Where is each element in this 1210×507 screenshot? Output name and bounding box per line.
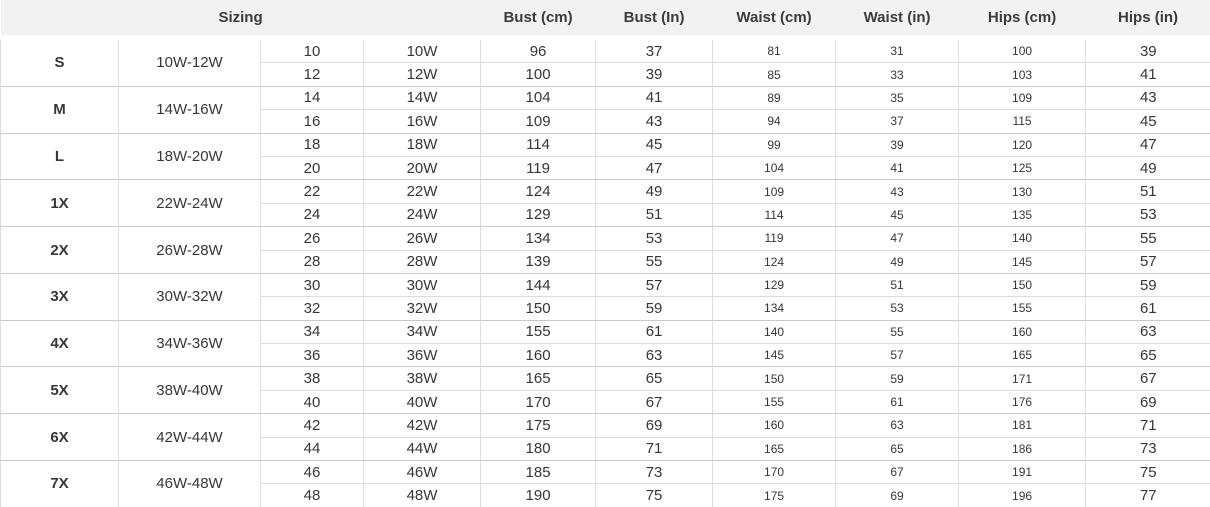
header-bust-cm: Bust (cm) — [481, 0, 596, 38]
header-waist-in: Waist (in) — [836, 0, 959, 38]
cell-hips-cm: 150 — [959, 273, 1086, 296]
table-row — [1, 414, 1210, 437]
cell-waist-cm: 104 — [713, 156, 836, 179]
cell-hips-cm: 109 — [959, 86, 1086, 109]
cell-size-w: 10W — [364, 38, 481, 63]
cell-waist-cm: 165 — [713, 437, 836, 460]
cell-waist-in: 45 — [836, 203, 959, 226]
cell-waist-cm: 134 — [713, 297, 836, 320]
cell-bust-cm: 139 — [481, 250, 596, 273]
cell-size-range: 38W-40W — [119, 367, 261, 414]
cell-bust-in: 61 — [596, 320, 713, 343]
cell-hips-cm: 176 — [959, 390, 1086, 413]
table-header — [1, 0, 1210, 38]
cell-waist-in: 61 — [836, 390, 959, 413]
cell-waist-in: 59 — [836, 367, 959, 390]
cell-size-label: 4X — [1, 320, 119, 367]
cell-size-label: M — [1, 86, 119, 133]
cell-bust-cm: 104 — [481, 86, 596, 109]
table-row — [1, 461, 1210, 484]
cell-hips-in: 75 — [1086, 461, 1210, 484]
cell-size-number: 18 — [261, 133, 364, 156]
cell-bust-cm: 114 — [481, 133, 596, 156]
cell-size-number: 24 — [261, 203, 364, 226]
cell-hips-in: 61 — [1086, 297, 1210, 320]
cell-waist-cm: 140 — [713, 320, 836, 343]
cell-hips-cm: 140 — [959, 227, 1086, 250]
cell-bust-in: 69 — [596, 414, 713, 437]
cell-hips-cm: 125 — [959, 156, 1086, 179]
cell-bust-cm: 170 — [481, 390, 596, 413]
cell-bust-cm: 109 — [481, 110, 596, 133]
table-body — [1, 38, 1210, 507]
cell-waist-in: 41 — [836, 156, 959, 179]
cell-hips-in: 53 — [1086, 203, 1210, 226]
cell-bust-cm: 134 — [481, 227, 596, 250]
cell-waist-in: 49 — [836, 250, 959, 273]
cell-bust-in: 45 — [596, 133, 713, 156]
cell-hips-in: 67 — [1086, 367, 1210, 390]
cell-hips-in: 71 — [1086, 414, 1210, 437]
cell-hips-in: 69 — [1086, 390, 1210, 413]
cell-size-label: S — [1, 38, 119, 87]
cell-size-number: 20 — [261, 156, 364, 179]
cell-size-label: 6X — [1, 414, 119, 461]
cell-waist-in: 51 — [836, 273, 959, 296]
table-row — [1, 320, 1210, 343]
cell-size-range: 34W-36W — [119, 320, 261, 367]
header-hips-cm: Hips (cm) — [959, 0, 1086, 38]
cell-size-number: 36 — [261, 344, 364, 367]
cell-hips-cm: 160 — [959, 320, 1086, 343]
table-row — [1, 273, 1210, 296]
cell-size-range: 30W-32W — [119, 273, 261, 320]
cell-size-number: 22 — [261, 180, 364, 203]
cell-size-w: 40W — [364, 390, 481, 413]
cell-waist-in: 43 — [836, 180, 959, 203]
cell-bust-in: 47 — [596, 156, 713, 179]
header-bust-in: Bust (In) — [596, 0, 713, 38]
cell-waist-cm: 150 — [713, 367, 836, 390]
cell-hips-in: 41 — [1086, 63, 1210, 86]
cell-size-w: 24W — [364, 203, 481, 226]
cell-hips-cm: 120 — [959, 133, 1086, 156]
cell-hips-in: 39 — [1086, 38, 1210, 63]
cell-waist-cm: 145 — [713, 344, 836, 367]
cell-size-w: 44W — [364, 437, 481, 460]
cell-size-label: 1X — [1, 180, 119, 227]
cell-size-w: 26W — [364, 227, 481, 250]
cell-hips-in: 43 — [1086, 86, 1210, 109]
cell-waist-in: 63 — [836, 414, 959, 437]
cell-waist-cm: 155 — [713, 390, 836, 413]
cell-size-w: 18W — [364, 133, 481, 156]
cell-bust-cm: 119 — [481, 156, 596, 179]
cell-bust-in: 73 — [596, 461, 713, 484]
cell-size-number: 32 — [261, 297, 364, 320]
cell-bust-cm: 155 — [481, 320, 596, 343]
cell-hips-in: 55 — [1086, 227, 1210, 250]
header-hips-in: Hips (in) — [1086, 0, 1210, 38]
cell-bust-cm: 165 — [481, 367, 596, 390]
cell-hips-cm: 135 — [959, 203, 1086, 226]
cell-bust-in: 65 — [596, 367, 713, 390]
table-row — [1, 38, 1210, 63]
cell-hips-cm: 130 — [959, 180, 1086, 203]
cell-bust-in: 75 — [596, 484, 713, 507]
cell-size-label: 2X — [1, 227, 119, 274]
header-sizing: Sizing — [1, 0, 481, 38]
cell-waist-in: 31 — [836, 38, 959, 63]
cell-size-label: 3X — [1, 273, 119, 320]
cell-size-number: 10 — [261, 38, 364, 63]
table-row — [1, 133, 1210, 156]
cell-bust-cm: 100 — [481, 63, 596, 86]
cell-size-w: 34W — [364, 320, 481, 343]
cell-bust-cm: 180 — [481, 437, 596, 460]
table-row — [1, 367, 1210, 390]
cell-waist-cm: 114 — [713, 203, 836, 226]
table-row — [1, 180, 1210, 203]
cell-bust-cm: 175 — [481, 414, 596, 437]
table-row — [1, 227, 1210, 250]
cell-size-w: 30W — [364, 273, 481, 296]
cell-waist-cm: 109 — [713, 180, 836, 203]
cell-size-w: 16W — [364, 110, 481, 133]
cell-bust-cm: 190 — [481, 484, 596, 507]
cell-hips-in: 45 — [1086, 110, 1210, 133]
cell-waist-in: 39 — [836, 133, 959, 156]
cell-hips-cm: 100 — [959, 38, 1086, 63]
header-row — [1, 0, 1210, 38]
cell-hips-cm: 186 — [959, 437, 1086, 460]
cell-waist-in: 47 — [836, 227, 959, 250]
cell-hips-cm: 171 — [959, 367, 1086, 390]
cell-waist-cm: 129 — [713, 273, 836, 296]
cell-waist-cm: 89 — [713, 86, 836, 109]
cell-waist-cm: 85 — [713, 63, 836, 86]
cell-waist-cm: 99 — [713, 133, 836, 156]
cell-hips-cm: 165 — [959, 344, 1086, 367]
cell-hips-in: 77 — [1086, 484, 1210, 507]
cell-hips-cm: 115 — [959, 110, 1086, 133]
cell-bust-cm: 150 — [481, 297, 596, 320]
cell-bust-cm: 129 — [481, 203, 596, 226]
cell-size-number: 14 — [261, 86, 364, 109]
cell-waist-cm: 81 — [713, 38, 836, 63]
cell-bust-in: 37 — [596, 38, 713, 63]
cell-hips-in: 65 — [1086, 344, 1210, 367]
cell-waist-cm: 124 — [713, 250, 836, 273]
cell-hips-cm: 196 — [959, 484, 1086, 507]
cell-bust-in: 63 — [596, 344, 713, 367]
cell-size-range: 14W-16W — [119, 86, 261, 133]
cell-waist-in: 57 — [836, 344, 959, 367]
cell-size-number: 26 — [261, 227, 364, 250]
cell-hips-in: 59 — [1086, 273, 1210, 296]
cell-bust-in: 55 — [596, 250, 713, 273]
cell-size-w: 48W — [364, 484, 481, 507]
cell-waist-in: 33 — [836, 63, 959, 86]
cell-hips-cm: 103 — [959, 63, 1086, 86]
cell-bust-in: 39 — [596, 63, 713, 86]
cell-size-number: 12 — [261, 63, 364, 86]
cell-bust-in: 41 — [596, 86, 713, 109]
cell-size-w: 20W — [364, 156, 481, 179]
cell-size-w: 42W — [364, 414, 481, 437]
cell-size-label: 5X — [1, 367, 119, 414]
cell-size-range: 10W-12W — [119, 38, 261, 87]
cell-size-w: 46W — [364, 461, 481, 484]
cell-hips-cm: 181 — [959, 414, 1086, 437]
cell-waist-cm: 119 — [713, 227, 836, 250]
cell-hips-cm: 145 — [959, 250, 1086, 273]
cell-waist-cm: 175 — [713, 484, 836, 507]
cell-bust-cm: 160 — [481, 344, 596, 367]
cell-size-label: L — [1, 133, 119, 180]
cell-hips-in: 49 — [1086, 156, 1210, 179]
cell-hips-in: 63 — [1086, 320, 1210, 343]
cell-bust-in: 49 — [596, 180, 713, 203]
cell-size-range: 26W-28W — [119, 227, 261, 274]
cell-bust-in: 59 — [596, 297, 713, 320]
cell-hips-in: 73 — [1086, 437, 1210, 460]
cell-bust-cm: 144 — [481, 273, 596, 296]
cell-bust-in: 51 — [596, 203, 713, 226]
cell-size-number: 48 — [261, 484, 364, 507]
cell-hips-in: 47 — [1086, 133, 1210, 156]
cell-size-range: 46W-48W — [119, 461, 261, 507]
cell-waist-in: 35 — [836, 86, 959, 109]
cell-bust-cm: 124 — [481, 180, 596, 203]
cell-waist-in: 55 — [836, 320, 959, 343]
cell-bust-cm: 96 — [481, 38, 596, 63]
cell-hips-cm: 155 — [959, 297, 1086, 320]
cell-size-number: 34 — [261, 320, 364, 343]
cell-size-number: 46 — [261, 461, 364, 484]
cell-size-w: 14W — [364, 86, 481, 109]
cell-size-number: 40 — [261, 390, 364, 413]
cell-waist-in: 37 — [836, 110, 959, 133]
cell-hips-in: 57 — [1086, 250, 1210, 273]
cell-bust-in: 53 — [596, 227, 713, 250]
cell-size-range: 22W-24W — [119, 180, 261, 227]
header-waist-cm: Waist (cm) — [713, 0, 836, 38]
cell-size-range: 42W-44W — [119, 414, 261, 461]
cell-waist-cm: 170 — [713, 461, 836, 484]
cell-size-w: 22W — [364, 180, 481, 203]
cell-bust-in: 57 — [596, 273, 713, 296]
cell-bust-cm: 185 — [481, 461, 596, 484]
cell-size-number: 44 — [261, 437, 364, 460]
cell-waist-in: 65 — [836, 437, 959, 460]
cell-waist-in: 53 — [836, 297, 959, 320]
cell-size-number: 28 — [261, 250, 364, 273]
cell-waist-in: 69 — [836, 484, 959, 507]
cell-size-number: 42 — [261, 414, 364, 437]
cell-size-number: 16 — [261, 110, 364, 133]
cell-waist-in: 67 — [836, 461, 959, 484]
cell-bust-in: 43 — [596, 110, 713, 133]
cell-bust-in: 67 — [596, 390, 713, 413]
cell-hips-cm: 191 — [959, 461, 1086, 484]
cell-size-w: 38W — [364, 367, 481, 390]
cell-waist-cm: 94 — [713, 110, 836, 133]
cell-hips-in: 51 — [1086, 180, 1210, 203]
cell-size-w: 36W — [364, 344, 481, 367]
cell-size-number: 30 — [261, 273, 364, 296]
cell-size-number: 38 — [261, 367, 364, 390]
cell-size-w: 32W — [364, 297, 481, 320]
table-row — [1, 86, 1210, 109]
cell-bust-in: 71 — [596, 437, 713, 460]
cell-size-w: 28W — [364, 250, 481, 273]
cell-size-range: 18W-20W — [119, 133, 261, 180]
cell-size-w: 12W — [364, 63, 481, 86]
cell-waist-cm: 160 — [713, 414, 836, 437]
cell-size-label: 7X — [1, 461, 119, 507]
